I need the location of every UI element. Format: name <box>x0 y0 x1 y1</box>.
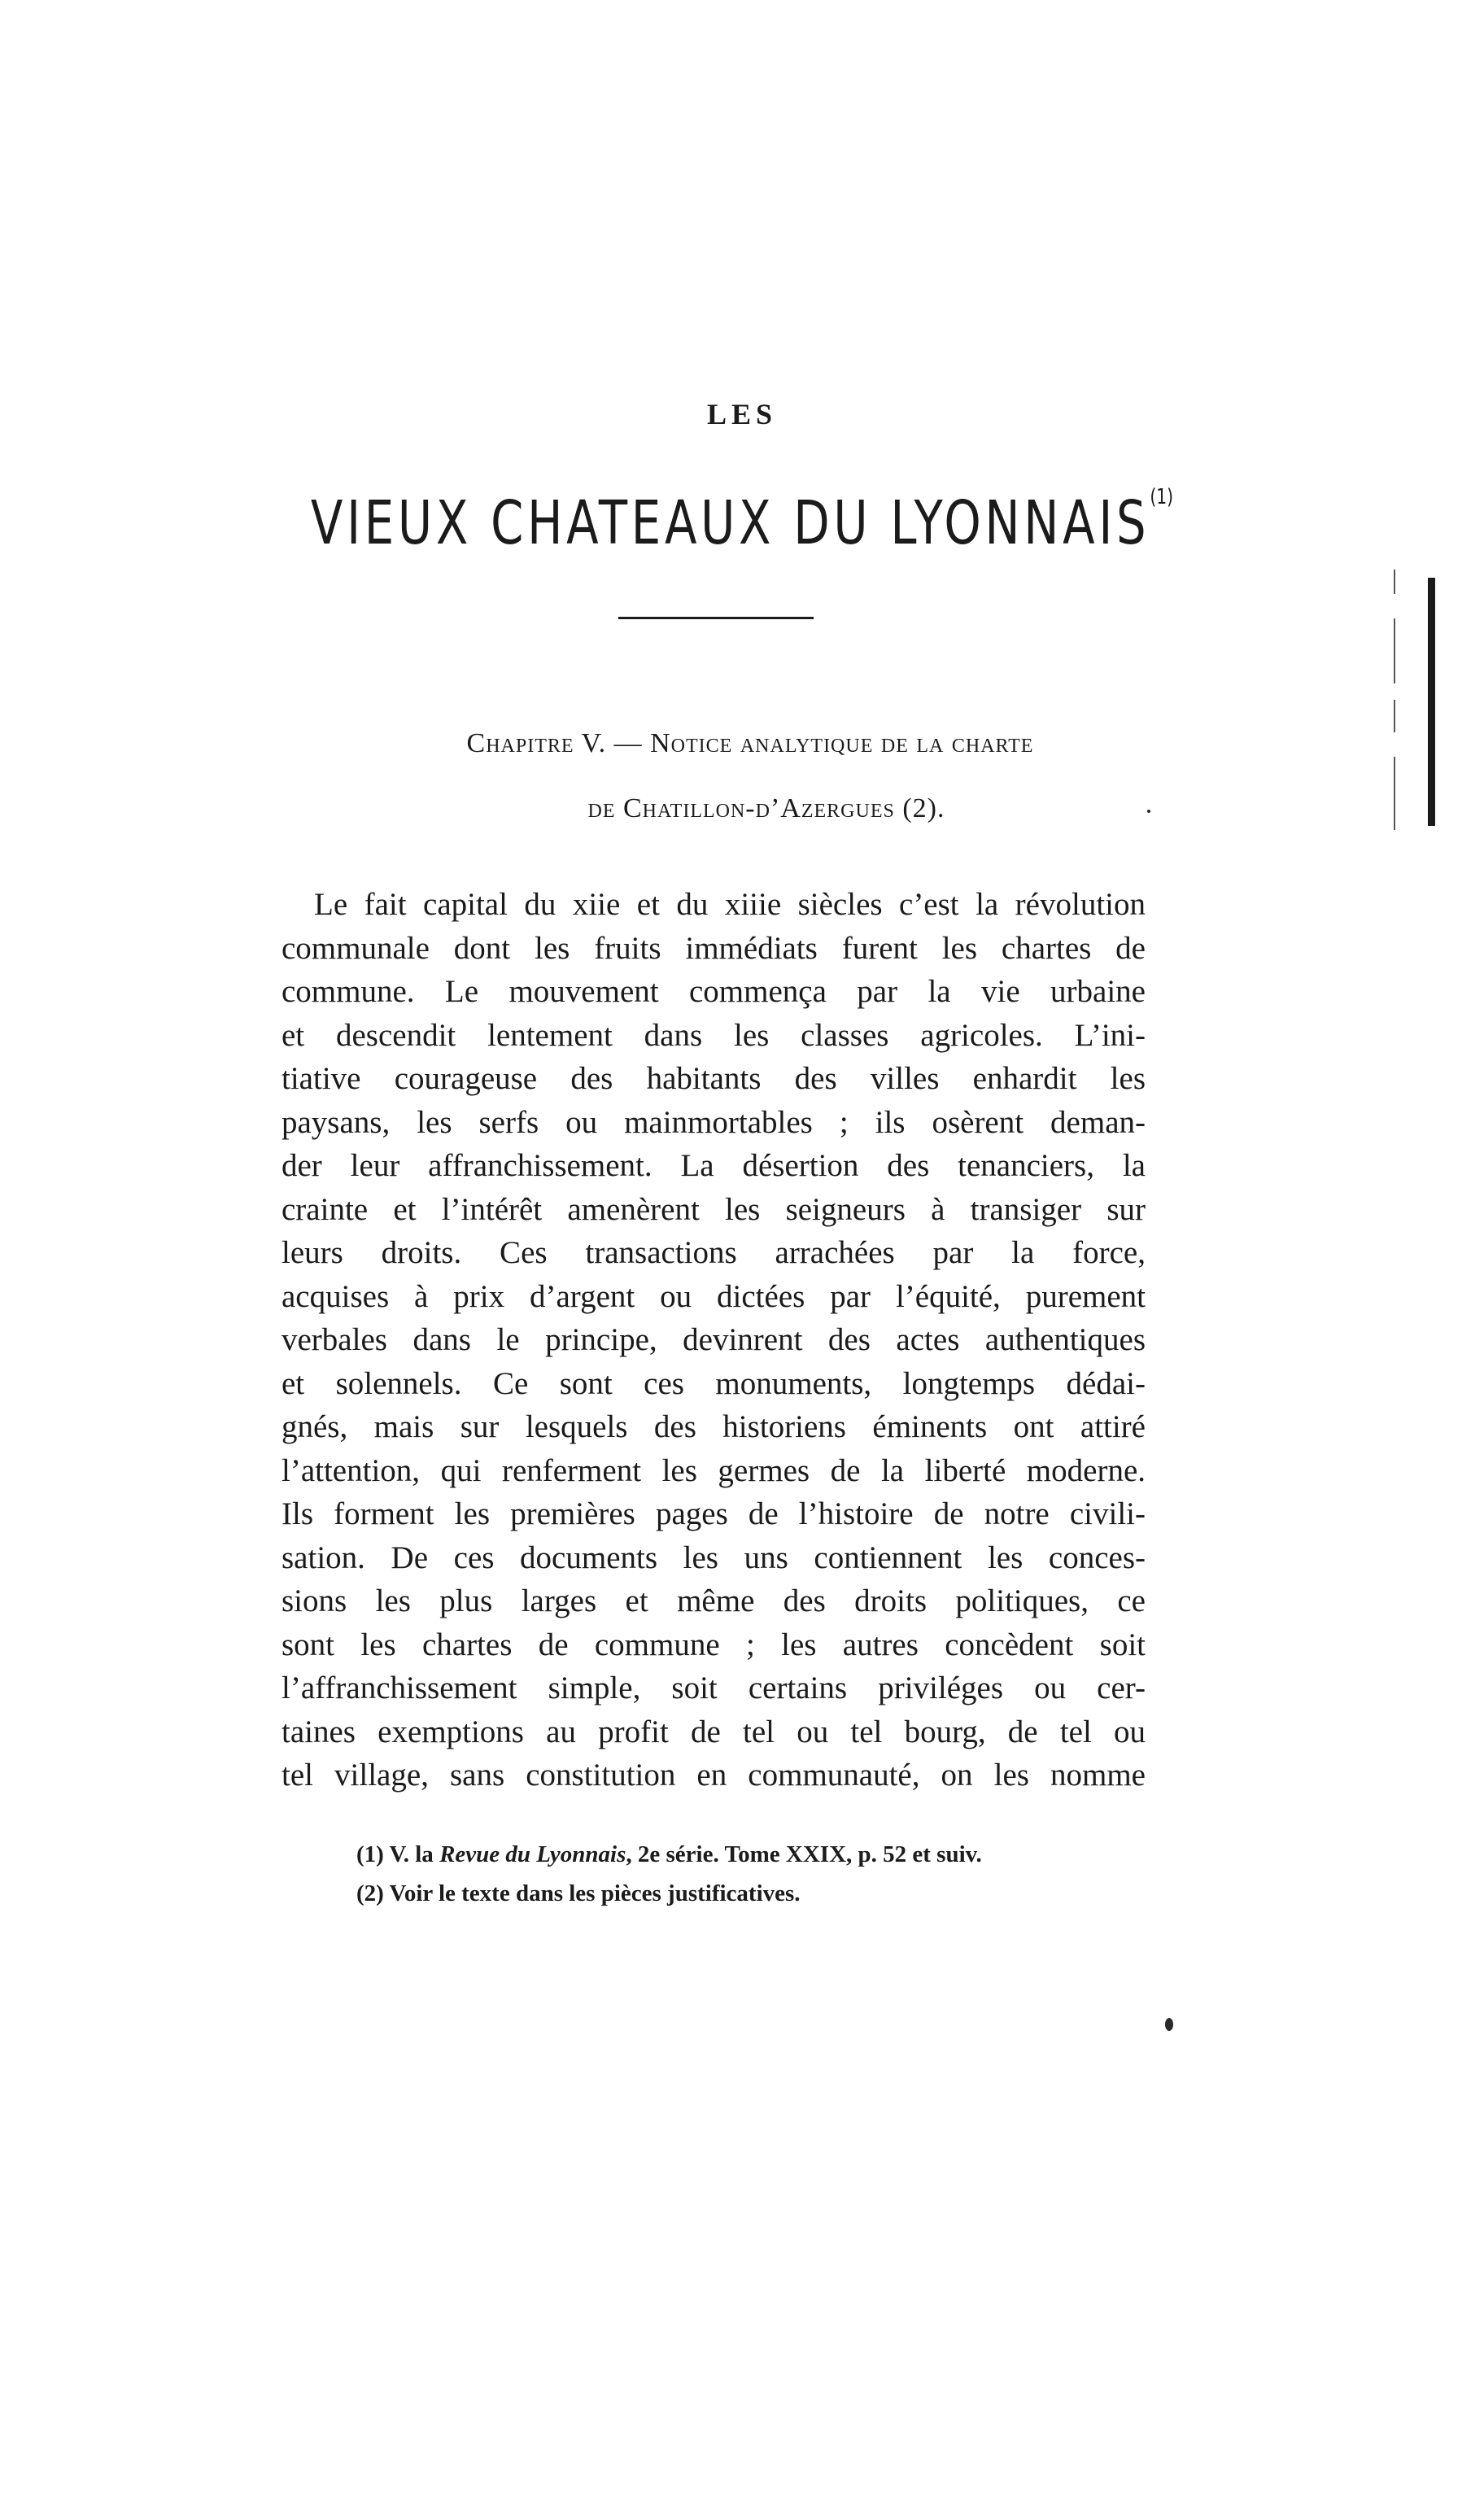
footnote-1-suffix: , 2e série. Tome XXIX, p. 52 et suiv. <box>626 1841 982 1867</box>
body-line: verbales dans le principe, devinrent des actes authentiques <box>282 1322 1146 1357</box>
body-line: gnés, mais sur lesquels des historiens éminents ont attiré <box>282 1409 1146 1444</box>
title-footnote-marker: (1) <box>1150 485 1174 509</box>
title-divider <box>618 617 814 619</box>
footnotes <box>356 1835 1089 1913</box>
page-title-text: VIEUX CHATEAUX DU LYONNAIS <box>310 488 1150 558</box>
body-line: acquises à prix d’argent ou dictées par l’équité, purement <box>282 1278 1146 1314</box>
footnote-1-title: Revue du Lyonnais <box>439 1841 626 1867</box>
body-line: Le fait capital du xiie et du xiiie siècles c’est la révolution <box>314 887 1146 922</box>
footnote-2: (2) Voir le texte dans les pièces justificatives. <box>356 1880 801 1906</box>
margin-scan-tick <box>1394 700 1395 732</box>
body-line: sation. De ces documents les uns contiennent les conces- <box>282 1539 1146 1575</box>
body-line: Ils forment les premières pages de l’histoire de notre civili- <box>282 1496 1146 1531</box>
body-line: sont les chartes de commune ; les autres concèdent soit <box>282 1627 1146 1662</box>
margin-scan-tick <box>1394 757 1395 830</box>
chapter-heading-line-1: Chapitre V. — Notice analytique de la charte <box>466 728 1034 758</box>
body-line: taines exemptions au profit de tel ou tel bourg, de tel ou <box>282 1714 1146 1749</box>
body-line: crainte et l’intérêt amenèrent les seigneurs à transiger sur <box>282 1191 1146 1227</box>
ink-speck <box>1165 2018 1173 2031</box>
ink-speck <box>1147 810 1150 813</box>
chapter-heading-line-2: de Chatillon-d’Azergues (2). <box>587 793 945 823</box>
body-line: leurs droits. Ces transactions arrachées par la force, <box>282 1235 1146 1270</box>
margin-scan-mark <box>1428 578 1435 826</box>
body-paragraph <box>282 883 1146 1797</box>
supertitle: LES <box>706 398 778 430</box>
body-line: l’attention, qui renferment les germes de la liberté moderne. <box>282 1452 1146 1488</box>
body-line: et descendit lentement dans les classes agricoles. L’ini- <box>282 1017 1146 1053</box>
body-line: et solennels. Ce sont ces monuments, longtemps dédai- <box>282 1365 1146 1401</box>
footnote-1-prefix: (1) V. la <box>356 1841 440 1867</box>
body-line: tiative courageuse des habitants des villes enhardit les <box>282 1061 1146 1096</box>
body-line: commune. Le mouvement commença par la vie urbaine <box>282 974 1146 1009</box>
body-line: tel village, sans constitution en communauté, on les nomme <box>282 1758 1146 1793</box>
body-line: communale dont les fruits immédiats furent les chartes de <box>282 930 1146 966</box>
body-line: der leur affranchissement. La désertion des tenanciers, la <box>282 1148 1146 1183</box>
page-title <box>164 485 1321 558</box>
body-line: paysans, les serfs ou mainmortables ; ils osèrent deman- <box>282 1104 1146 1140</box>
body-line: l’affranchissement simple, soit certains priviléges ou cer- <box>282 1670 1146 1705</box>
margin-scan-tick <box>1394 618 1395 683</box>
body-line: sions les plus larges et même des droits politiques, ce <box>282 1583 1146 1618</box>
footnote-1 <box>356 1835 1089 1874</box>
margin-scan-tick <box>1394 570 1395 594</box>
